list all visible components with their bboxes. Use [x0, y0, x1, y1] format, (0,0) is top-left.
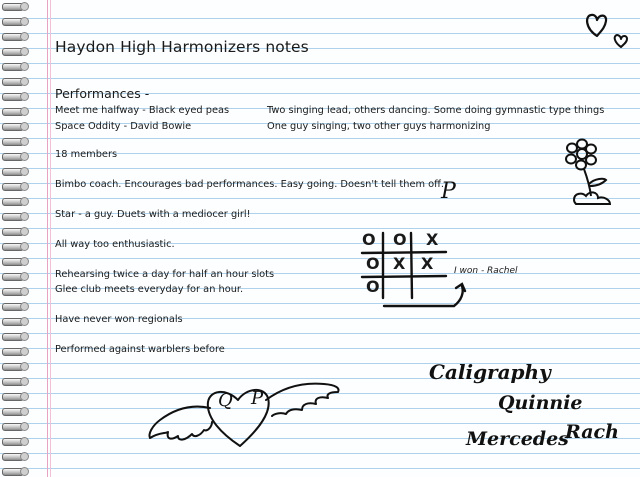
binding-hole — [20, 422, 29, 431]
binding-hole — [20, 122, 29, 131]
binding-hole — [20, 137, 29, 146]
binding-hole — [20, 257, 29, 266]
spiral-binding — [0, 0, 30, 477]
heart-initial-q: Q — [218, 390, 233, 411]
note-coach: Bimbo coach. Encourages bad performances. Easy going. Doesn't tell them off. — [55, 179, 444, 190]
ttt-cell-1-2: X — [421, 254, 434, 273]
binding-hole — [20, 152, 29, 161]
binding-hole — [20, 227, 29, 236]
binding-hole — [20, 167, 29, 176]
calligraphy-name-quinnie: Quinnie — [498, 392, 583, 414]
binding-hole — [20, 242, 29, 251]
note-enthusiastic: All way too enthusiastic. — [55, 239, 175, 250]
ttt-cell-0-2: X — [426, 230, 439, 249]
performance-note-2: One guy singing, two other guys harmonizing — [267, 121, 491, 132]
binding-hole — [20, 2, 29, 11]
ttt-cell-1-0: O — [366, 254, 380, 273]
note-star: Star - a guy. Duets with a mediocer girl! — [55, 209, 251, 220]
page-title: Haydon High Harmonizers notes — [55, 38, 309, 56]
performance-note-1: Two singing lead, others dancing. Some doing gymnastic type things — [267, 105, 605, 116]
binding-hole — [20, 392, 29, 401]
calligraphy-heading: Caligraphy — [429, 360, 551, 384]
binding-hole — [20, 302, 29, 311]
performances-heading: Performances - — [55, 86, 150, 101]
performance-song-1: Meet me halfway - Black eyed peas — [55, 105, 230, 116]
flower-icon — [560, 138, 622, 210]
binding-hole — [20, 362, 29, 371]
note-rehearsing: Rehearsing twice a day for half an hour slots — [55, 269, 275, 280]
margin-line-secondary — [50, 0, 51, 477]
hearts-icon — [583, 8, 633, 50]
ttt-cell-0-1: O — [393, 230, 407, 249]
binding-hole — [20, 77, 29, 86]
calligraphy-name-mercedes: Mercedes — [466, 428, 569, 450]
ttt-cell-1-1: X — [393, 254, 406, 273]
heart-initial-p: P — [251, 388, 264, 409]
binding-hole — [20, 107, 29, 116]
binding-hole — [20, 47, 29, 56]
binding-hole — [20, 92, 29, 101]
binding-hole — [20, 32, 29, 41]
binding-hole — [20, 347, 29, 356]
binding-hole — [20, 377, 29, 386]
ttt-cell-0-0: O — [362, 230, 376, 249]
note-members: 18 members — [55, 149, 118, 160]
binding-hole — [20, 287, 29, 296]
winged-heart-doodle — [142, 374, 344, 452]
binding-hole — [20, 332, 29, 341]
p-letter-doodle: P — [441, 179, 456, 204]
binding-hole — [20, 197, 29, 206]
binding-hole — [20, 62, 29, 71]
binding-hole — [20, 317, 29, 326]
binding-hole — [20, 212, 29, 221]
ttt-cell-2-0: O — [366, 277, 380, 296]
binding-hole — [20, 17, 29, 26]
binding-hole — [20, 182, 29, 191]
note-warblers: Performed against warblers before — [55, 344, 225, 355]
margin-line — [47, 0, 48, 477]
note-regionals: Have never won regionals — [55, 314, 183, 325]
performance-song-2: Space Oddity - David Bowie — [55, 121, 192, 132]
calligraphy-name-rach: Rach — [565, 421, 619, 443]
binding-hole — [20, 437, 29, 446]
tic-tac-toe-annotation: I won - Rachel — [454, 266, 518, 276]
binding-hole — [20, 272, 29, 281]
binding-hole — [20, 467, 29, 476]
binding-hole — [20, 407, 29, 416]
note-glee-club: Glee club meets everyday for an hour. — [55, 284, 244, 295]
binding-hole — [20, 452, 29, 461]
